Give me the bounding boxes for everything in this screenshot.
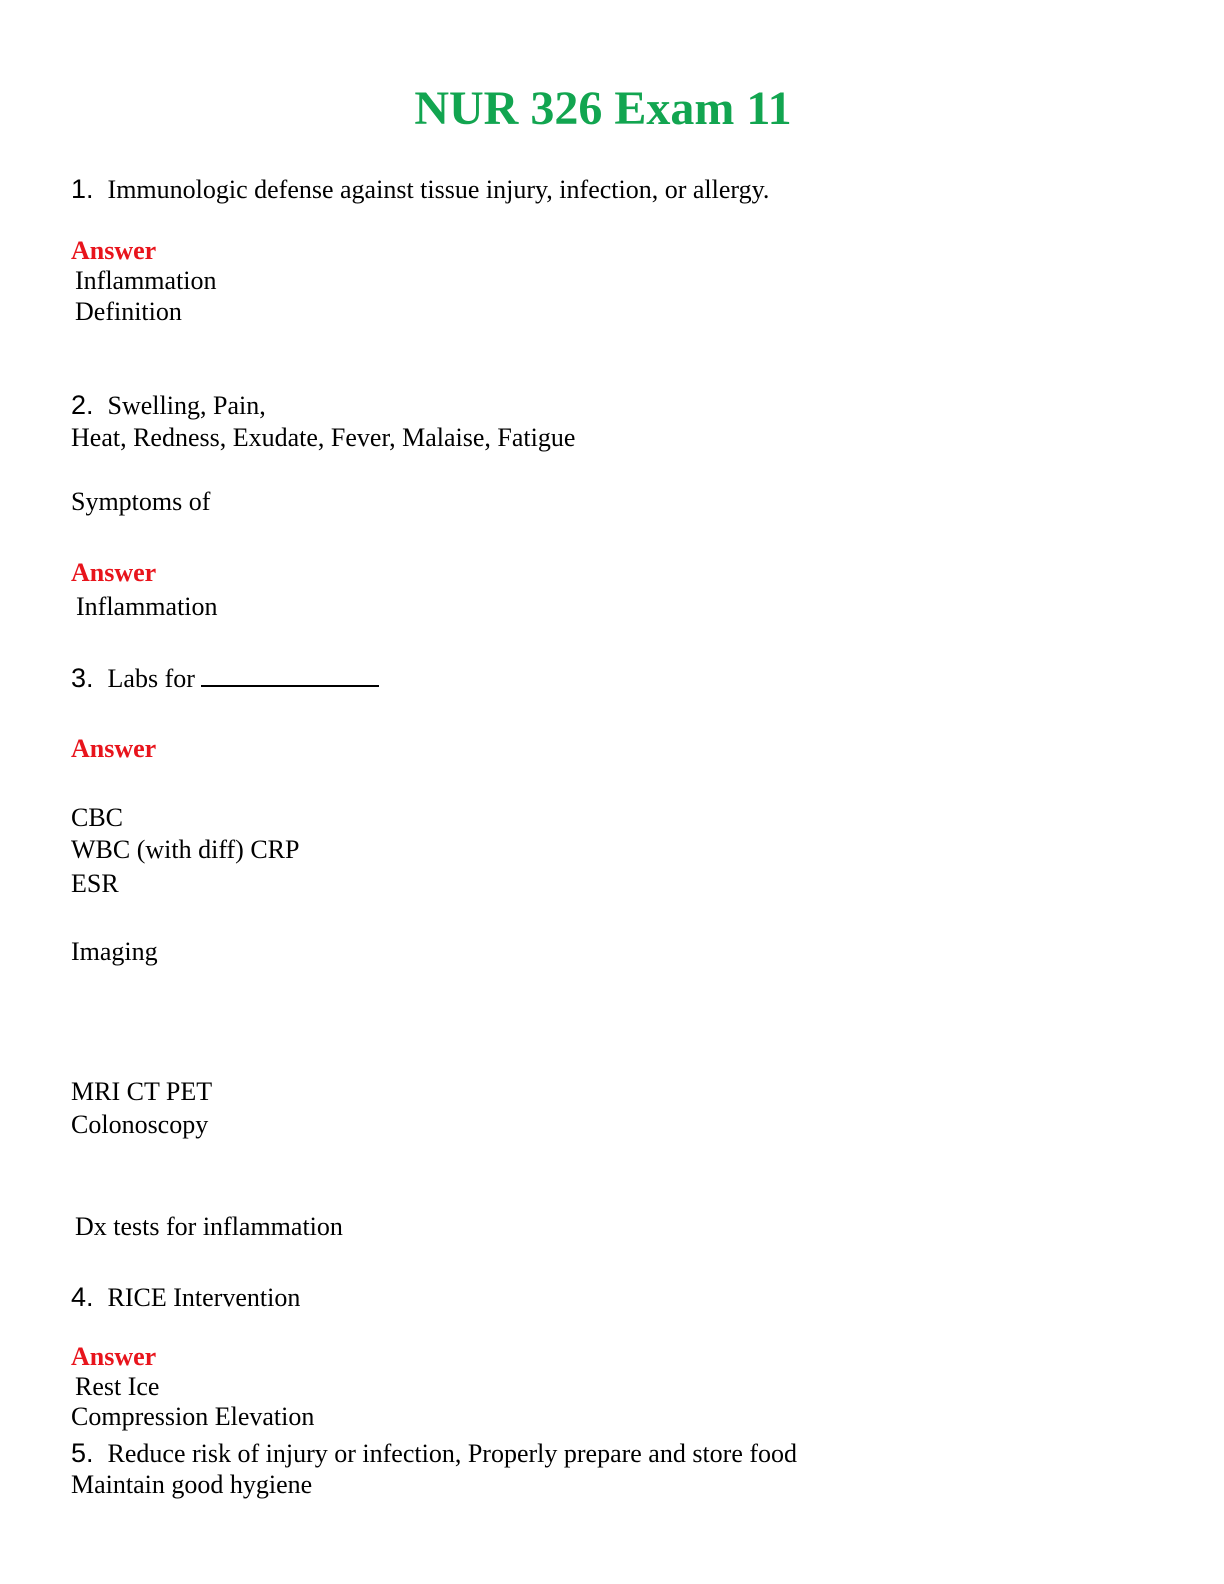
question-prompt: Immunologic defense against tissue injury, infection, or allergy. bbox=[107, 175, 770, 204]
answer-line: Definition bbox=[75, 297, 182, 326]
question-prompt: Reduce risk of injury or infection, Properly prepare and store food bbox=[107, 1439, 798, 1468]
answer-line: Rest Ice bbox=[75, 1372, 160, 1401]
question-number: 3. bbox=[71, 663, 94, 693]
answer-line: MRI CT PET bbox=[71, 1077, 213, 1106]
question-number: 2. bbox=[71, 390, 94, 420]
answer-line: Colonoscopy bbox=[71, 1110, 209, 1139]
answer-line: Imaging bbox=[71, 937, 158, 966]
question-prompt: Swelling, Pain, bbox=[107, 391, 266, 420]
question-prompt-line: Symptoms of bbox=[71, 487, 211, 516]
answer-line: ESR bbox=[71, 869, 119, 898]
question-4 bbox=[71, 1281, 300, 1314]
answer-line: Inflammation bbox=[75, 266, 217, 295]
answer-line: CBC bbox=[71, 803, 124, 832]
answer-line: WBC (with diff) CRP bbox=[71, 835, 300, 864]
question-1 bbox=[71, 173, 769, 206]
question-prompt-line: Heat, Redness, Exudate, Fever, Malaise, Fatigue bbox=[71, 423, 576, 452]
question-prompt: Labs for bbox=[107, 664, 195, 693]
answer-line: Dx tests for inflammation bbox=[75, 1212, 343, 1241]
question-number: 5. bbox=[71, 1438, 94, 1468]
answer-label: Answer bbox=[71, 558, 157, 587]
answer-label: Answer bbox=[71, 236, 157, 265]
question-number: 1. bbox=[71, 174, 94, 204]
question-3 bbox=[71, 662, 379, 695]
question-number: 4. bbox=[71, 1282, 94, 1312]
question-prompt-line: Maintain good hygiene bbox=[71, 1470, 313, 1499]
answer-line: Inflammation bbox=[76, 592, 218, 621]
answer-line: Compression Elevation bbox=[71, 1402, 315, 1431]
answer-label: Answer bbox=[71, 1342, 157, 1371]
answer-label: Answer bbox=[71, 734, 157, 763]
fill-in-blank bbox=[201, 663, 379, 687]
question-2 bbox=[71, 389, 266, 422]
question-prompt: RICE Intervention bbox=[107, 1283, 301, 1312]
question-5 bbox=[71, 1437, 797, 1470]
page-title: NUR 326 Exam 11 bbox=[414, 82, 792, 135]
